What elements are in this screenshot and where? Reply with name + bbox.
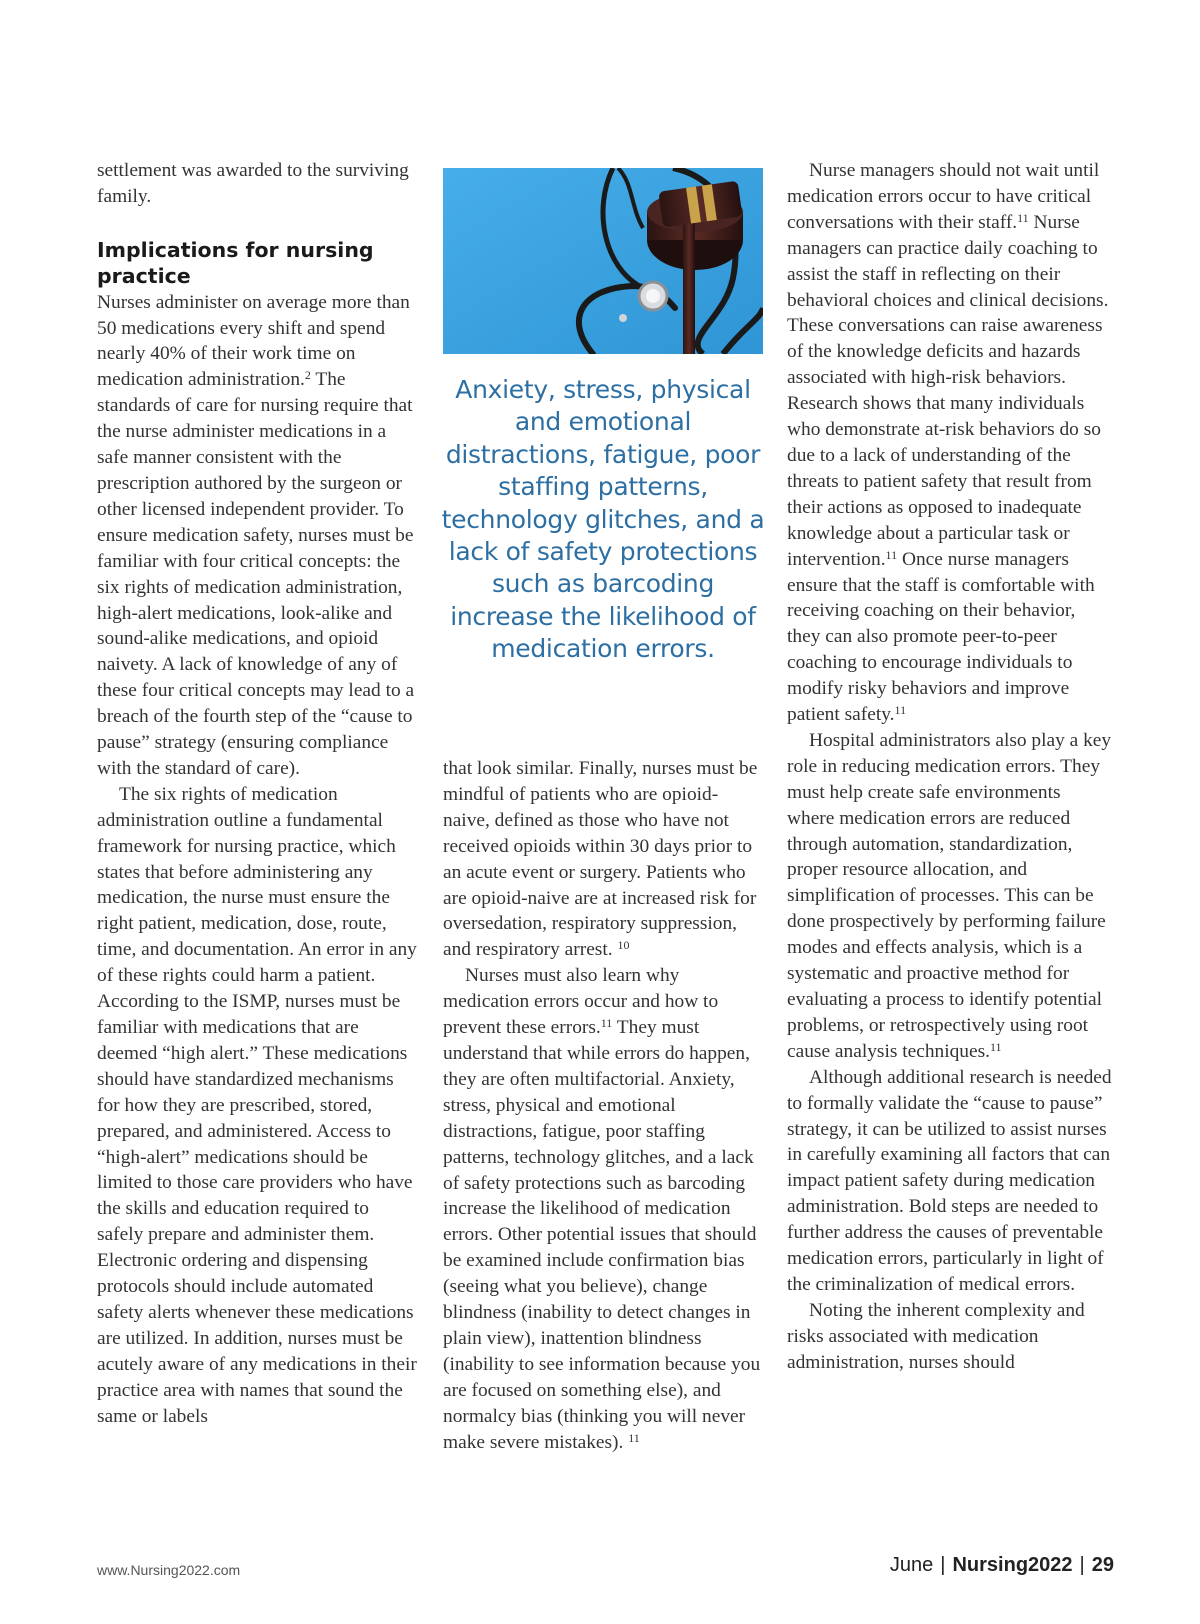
paragraph-text: Nurse managers can practice daily coaching to assist the staff in reflecting on their behavioral choices and clinical decisions. These conversations can raise awareness of the knowledge deficits and hazards associated with high-risk behaviors. Research shows that many individuals who demonstrate at-risk behaviors do so due to a lack of understanding of the threats to patient safety that result from their actions as opposed to inadequate knowledge about a particular task or intervention. xyxy=(787,211,1109,570)
folio xyxy=(890,1554,1114,1577)
body-paragraph: The six rights of medication administration outline a fundamental framework for nursing practice, which states that before administering any medication, the nurse must ensure the right patient, medication, dose, route, time, and documentation. An error in any of these rights could harm a patient. According to the ISMP, nurses must be familiar with medications that are deemed “high alert.” These medications should have standardized mechanisms for how they are prescribed, stored, prepared, and administered. Access to “high-alert” medications should be limited to those care providers who have the skills and education required to safely prepare and administer them. Electronic ordering and dispensing protocols should include automated safety alerts whenever these medications are utilized. In addition, nurses must be acutely aware of any medications in their practice area with names that sound the same or labels xyxy=(97,783,417,1427)
folio-separator: | xyxy=(940,1554,946,1576)
gavel-stethoscope-photo xyxy=(443,168,763,354)
citation-ref: 11 xyxy=(628,1430,640,1445)
body-paragraph: Although additional research is needed to formally validate the “cause to pause” strategy, it can be utilized to assist nurses in carefully examining all factors that can impact patient safety during medication administration. Bold steps are needed to further address the causes of preventable medication errors, particularly in light of the criminalization of medical errors. xyxy=(787,1066,1112,1295)
citation-ref: 10 xyxy=(617,938,630,953)
folio-separator: | xyxy=(1079,1554,1085,1576)
body-paragraph: Noting the inherent complexity and risks associated with medication administration, nurses should xyxy=(787,1299,1085,1373)
page-number: 29 xyxy=(1091,1554,1114,1576)
section-heading: Implications for nursing practice xyxy=(97,237,374,288)
magazine-name: Nursing2022 xyxy=(952,1554,1073,1576)
citation-ref: 11 xyxy=(1017,210,1029,225)
citation-ref: 11 xyxy=(990,1039,1002,1054)
body-paragraph xyxy=(787,728,1112,1065)
paragraph-text: Nurses must also learn why medication errors occur and how to prevent these errors. xyxy=(443,965,719,1039)
paragraph-text: Nurses administer on average more than 50 medications every shift and spend nearly 40% of their work time on medication administration. xyxy=(97,291,410,391)
citation-ref: 11 xyxy=(600,1016,613,1031)
footer-url: www.Nursing2022.com xyxy=(97,1562,241,1578)
citation-ref: 2 xyxy=(304,368,311,383)
paragraph-text: Once nurse managers ensure that the staff is comfortable with receiving coaching on their behavior, they can also promote peer-to-peer coaching to encourage individuals to modify risky behaviors and improve patient safety. xyxy=(787,548,1095,726)
column-left xyxy=(97,158,419,1430)
paragraph-text: Hospital administrators also play a key role in reducing medication errors. They must help create safe environments where medication errors are reduced through automation, standardization, proper resource allocation, and simplification of processes. This can be done prospectively by performing failure modes and effects analysis, which is a systematic and proactive method for evaluating a process to identify potential problems, or retrospectively using root cause analysis techniques. xyxy=(787,729,1112,1062)
issue-month: June xyxy=(889,1554,934,1576)
column-right xyxy=(787,158,1112,1376)
paragraph-text: that look similar. Finally, nurses must be mindful of patients who are opioid-naive, defined as those who have not received opioids within 30 days prior to an acute event or surgery. Patients who are opioid-naive are at increased risk for oversedation, respiratory suppression, and respiratory arrest. xyxy=(443,758,758,961)
citation-ref: 11 xyxy=(885,547,898,562)
body-paragraph xyxy=(97,290,419,782)
paragraph-text: They must understand that while errors do happen, they are often multifactorial. Anxiety, stress, physical and emotional distractions, fatigue, poor staffing patterns, technology glitches, and a lack of safety protections such as barcoding increase the likelihood of medication errors. Other potential issues that should be examined include confirmation bias (seeing what you believe), change blindness (inability to detect changes in plain view), inattention blindness (inability to see information because you are focused on something else), and normalcy bias (thinking you will never make severe mistakes). xyxy=(443,1017,761,1453)
column-middle xyxy=(443,756,765,1455)
paragraph-text: The standards of care for nursing require that the nurse administer medications in a safe manner consistent with the prescription authored by the surgeon or other licensed independent provider. To ensure medication safety, nurses must be familiar with four critical concepts: the six rights of medication administration, high-alert medications, look-alike and sound-alike medications, and opioid naivety. A lack of knowledge of any of these four critical concepts may lead to a breach of the fourth step of the “cause to pause” strategy (ensuring compliance with the standard of care). xyxy=(97,369,415,779)
continuation-paragraph: settlement was awarded to the surviving family. xyxy=(97,160,409,207)
body-paragraph xyxy=(443,963,765,1455)
citation-ref: 11 xyxy=(894,703,907,718)
body-paragraph xyxy=(443,756,765,963)
pull-quote: Anxiety, stress, physical and emotional distractions, fatigue, poor staffing patterns, technology glitches, and a lack of safety protections such as barcoding increase the likelihood of medication errors. xyxy=(441,375,765,664)
paragraph-text: Nurse managers should not wait until medication errors occur to have critical conversations with their staff. xyxy=(787,160,1100,233)
body-paragraph xyxy=(787,158,1112,728)
